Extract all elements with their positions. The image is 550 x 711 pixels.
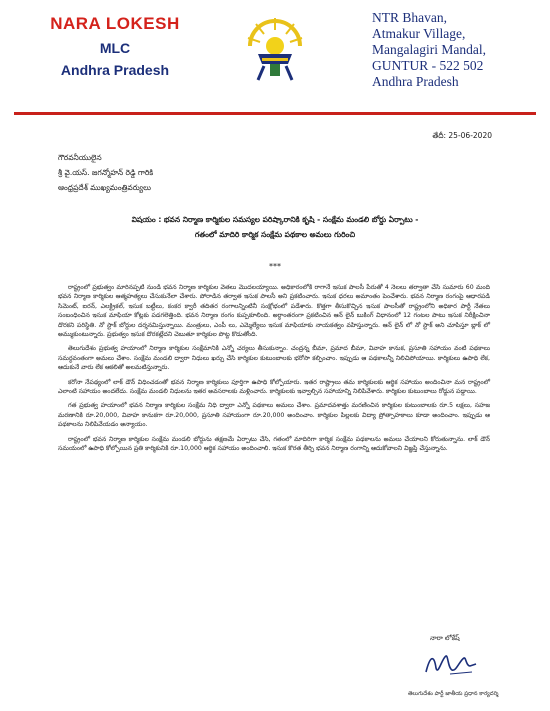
body-paragraph: తెలుగుదేశం ప్రభుత్వ హయాంలో నిర్మాణ కార్మికుల సంక్షేమానికి ఎన్నో చర్యలు తీసుకున్నాం. చంద్రన్న బీమా, ప్రమాద బీమా, వివాహ కానుక, ప్రసూతి సహాయం వంటి పథకాలు సమర్ధవంతంగా అమలు చేశాం. సంక్షేమ మండలి ద్వారా నిధులు ఖర్చు చేసి కార్మికుల కుటుంబాలకు భరోసా కల్పించాం. ఇప్పుడు ఆ పథకాలన్నీ నిలిచిపోయాయి. కార్మికులు ఉపాధి లేక, ఆదుకునే వారు లేక ఆకలితో అలమటిస్తున్నారు. (58, 345, 490, 372)
body-paragraph: గత ప్రభుత్వ హయాంలో భవన నిర్మాణ కార్మికుల సంక్షేమ నిధి ద్వారా ఎన్నో పథకాలు అమలు చేశాం. ప్రమాదవశాత్తు మరణించిన కార్మికుల కుటుంబాలకు రూ.5 లక్షలు, సహజ మరణానికి రూ.20,000, వివాహ కానుకగా రూ.20,000, ప్రసూతి సహాయంగా రూ.20,000 అందించాం. కార్మికుల పిల్లలకు విద్యా ప్రోత్సాహకాలు కూడా అందించాం. ఇప్పుడు ఆ పథకాలను నిలిపివేయడం అన్యాయం. (58, 402, 490, 429)
letter-date: తేదీ: 25-06-2020 (432, 131, 492, 140)
sender-role: MLC (99, 40, 131, 56)
sender-address (372, 10, 486, 90)
address-line: Andhra Pradesh (372, 74, 459, 89)
address-line: GUNTUR - 522 502 (372, 58, 484, 73)
address-line: Atmakur Village, (372, 26, 466, 41)
address-line: Mangalagiri Mandal, (372, 42, 486, 57)
letter-body (58, 283, 490, 459)
body-paragraph: రాష్ట్రంలో ప్రభుత్వం మారినప్పటి నుండి భవన నిర్మాణ కార్మికుల వెతలు మొదలయ్యాయి. అధికారంలోకి రాగానే ఇసుక పాలసీ పేరుతో 4 నెలలు తర్వాతా చేసి సుమారు 60 మంది భవన నిర్మాణ కార్మికుల ఆత్మహత్యలు చేసుకునేలా చేశారు. పోరాడిన తర్వాత ఇసుక పాలసీ అని ప్రకటించారు. ఇసుక ధరలు అమాంతం పెంచేశారు. భవన నిర్మాణ రంగంపై ఆధారపడి సిమెంట్, ఐరన్, ఎలక్ట్రికల్, ఇసుక బట్టీలు, కంకర క్వారీ తదితర రంగాలన్నింటినీ సంక్షోభంలో పడేశారు. కొత్తగా తీసుకొచ్చిన ఇసుక పాలసీతో రాష్ట్రంలోని అధికార పార్టీ నేతలు సంబంధించిన ఇసుక మాఫియా కోట్లకు పడగలెత్తింది. భవన నిర్మాణ రంగం కుప్పకూలింది. అర్ధాంతరంగా ప్రకటించిన ఆన్ లైన్ బుకింగ్ విధానంలో 12 గంటల పాటు ఇసుక నిరీక్షించినా దొరకని పరిస్థితి. నో స్టాక్ బోర్డుల దర్శనమిస్తున్నాయి. మంత్రులు, ఎంపీ లు, ఎమ్మెల్యేలు ఇసుక మాఫియాకు నాయకత్వం వహిస్తున్నారు. ఆన్ లైన్ లో నో స్టాక్ అని చూపిస్తూ బ్లాక్ లో అమ్ముకుంటున్నారు. ప్రభుత్వం ఇసుక దొరకట్లేదని చెబుతూ కార్మికుల పొట్ట కొడుతోంది. (58, 284, 490, 339)
sender-state: Andhra Pradesh (60, 62, 170, 78)
addressee-block (58, 150, 153, 195)
addressee-line: గౌరవనీయులైన (58, 153, 102, 162)
addressee-line: ఆంధ్రప్రదేశ్ ముఖ్యమంత్రివర్యులు (58, 183, 152, 192)
signer-name: నారా లోకేష్ (430, 634, 460, 642)
body-paragraph: కరోనా నేపథ్యంలో లాక్ డౌన్ విధించడంతో భవన నిర్మాణ కార్మికులు పూర్తిగా ఉపాధి కోల్పోయారు. ఇతర రాష్ట్రాలు తమ కార్మికులకు ఆర్థిక సహాయం అందించినా మన రాష్ట్రంలో ఎలాంటి సహాయం అందలేదు. సంక్షేమ మండలి నిధులను ఇతర అవసరాలకు మళ్లించారు. కార్మికులకు ఇవ్వాల్సిన సహాయాన్ని నిలిపివేశారు. కార్మికుల కుటుంబాలు రోడ్డున పడ్డాయి. (58, 378, 490, 396)
letterhead (0, 0, 550, 118)
signer-title: తెలుగుదేశం పార్టీ జాతీయ ప్రధాన కార్యదర్శి (408, 691, 499, 697)
signature-icon (420, 648, 480, 678)
addressee-line: శ్రీ వై.యస్. జగన్మోహన్ రెడ్డి గారికి (58, 168, 154, 177)
subject-line: గతంలో మాదిరి కార్మిక సంక్షేమ పథకాల అమలు గురించి (194, 230, 356, 239)
separator: *** (269, 262, 281, 271)
address-line: NTR Bhavan, (372, 10, 447, 25)
subject-line: విషయం : భవన నిర్మాణ కార్మికుల సమస్యల పరిష్కారానికి కృషి - సంక్షేమ మండలి బోర్డు ఏర్పాటు - (131, 215, 419, 224)
party-emblem-icon (240, 8, 310, 86)
letterhead-left (40, 14, 190, 78)
subject-block (20, 212, 530, 242)
header-divider (14, 112, 536, 115)
sender-name: NARA LOKESH (50, 14, 180, 33)
body-paragraph: రాష్ట్రంలో భవన నిర్మాణ కార్మికుల సంక్షేమ మండలి బోర్డును తక్షణమే ఏర్పాటు చేసి, గతంలో మాదిరిగా కార్మిక సంక్షేమ పథకాలను అమలు చేయాలని కోరుతున్నాను. లాక్ డౌన్ సమయంలో ఉపాధి కోల్పోయిన ప్రతి కార్మికునికి రూ.10,000 ఆర్థిక సహాయం అందించాలి. ఇసుక కొరత తీర్చి భవన నిర్మాణ రంగాన్ని ఆదుకోవాలని విజ్ఞప్తి చేస్తున్నాను. (58, 435, 490, 453)
